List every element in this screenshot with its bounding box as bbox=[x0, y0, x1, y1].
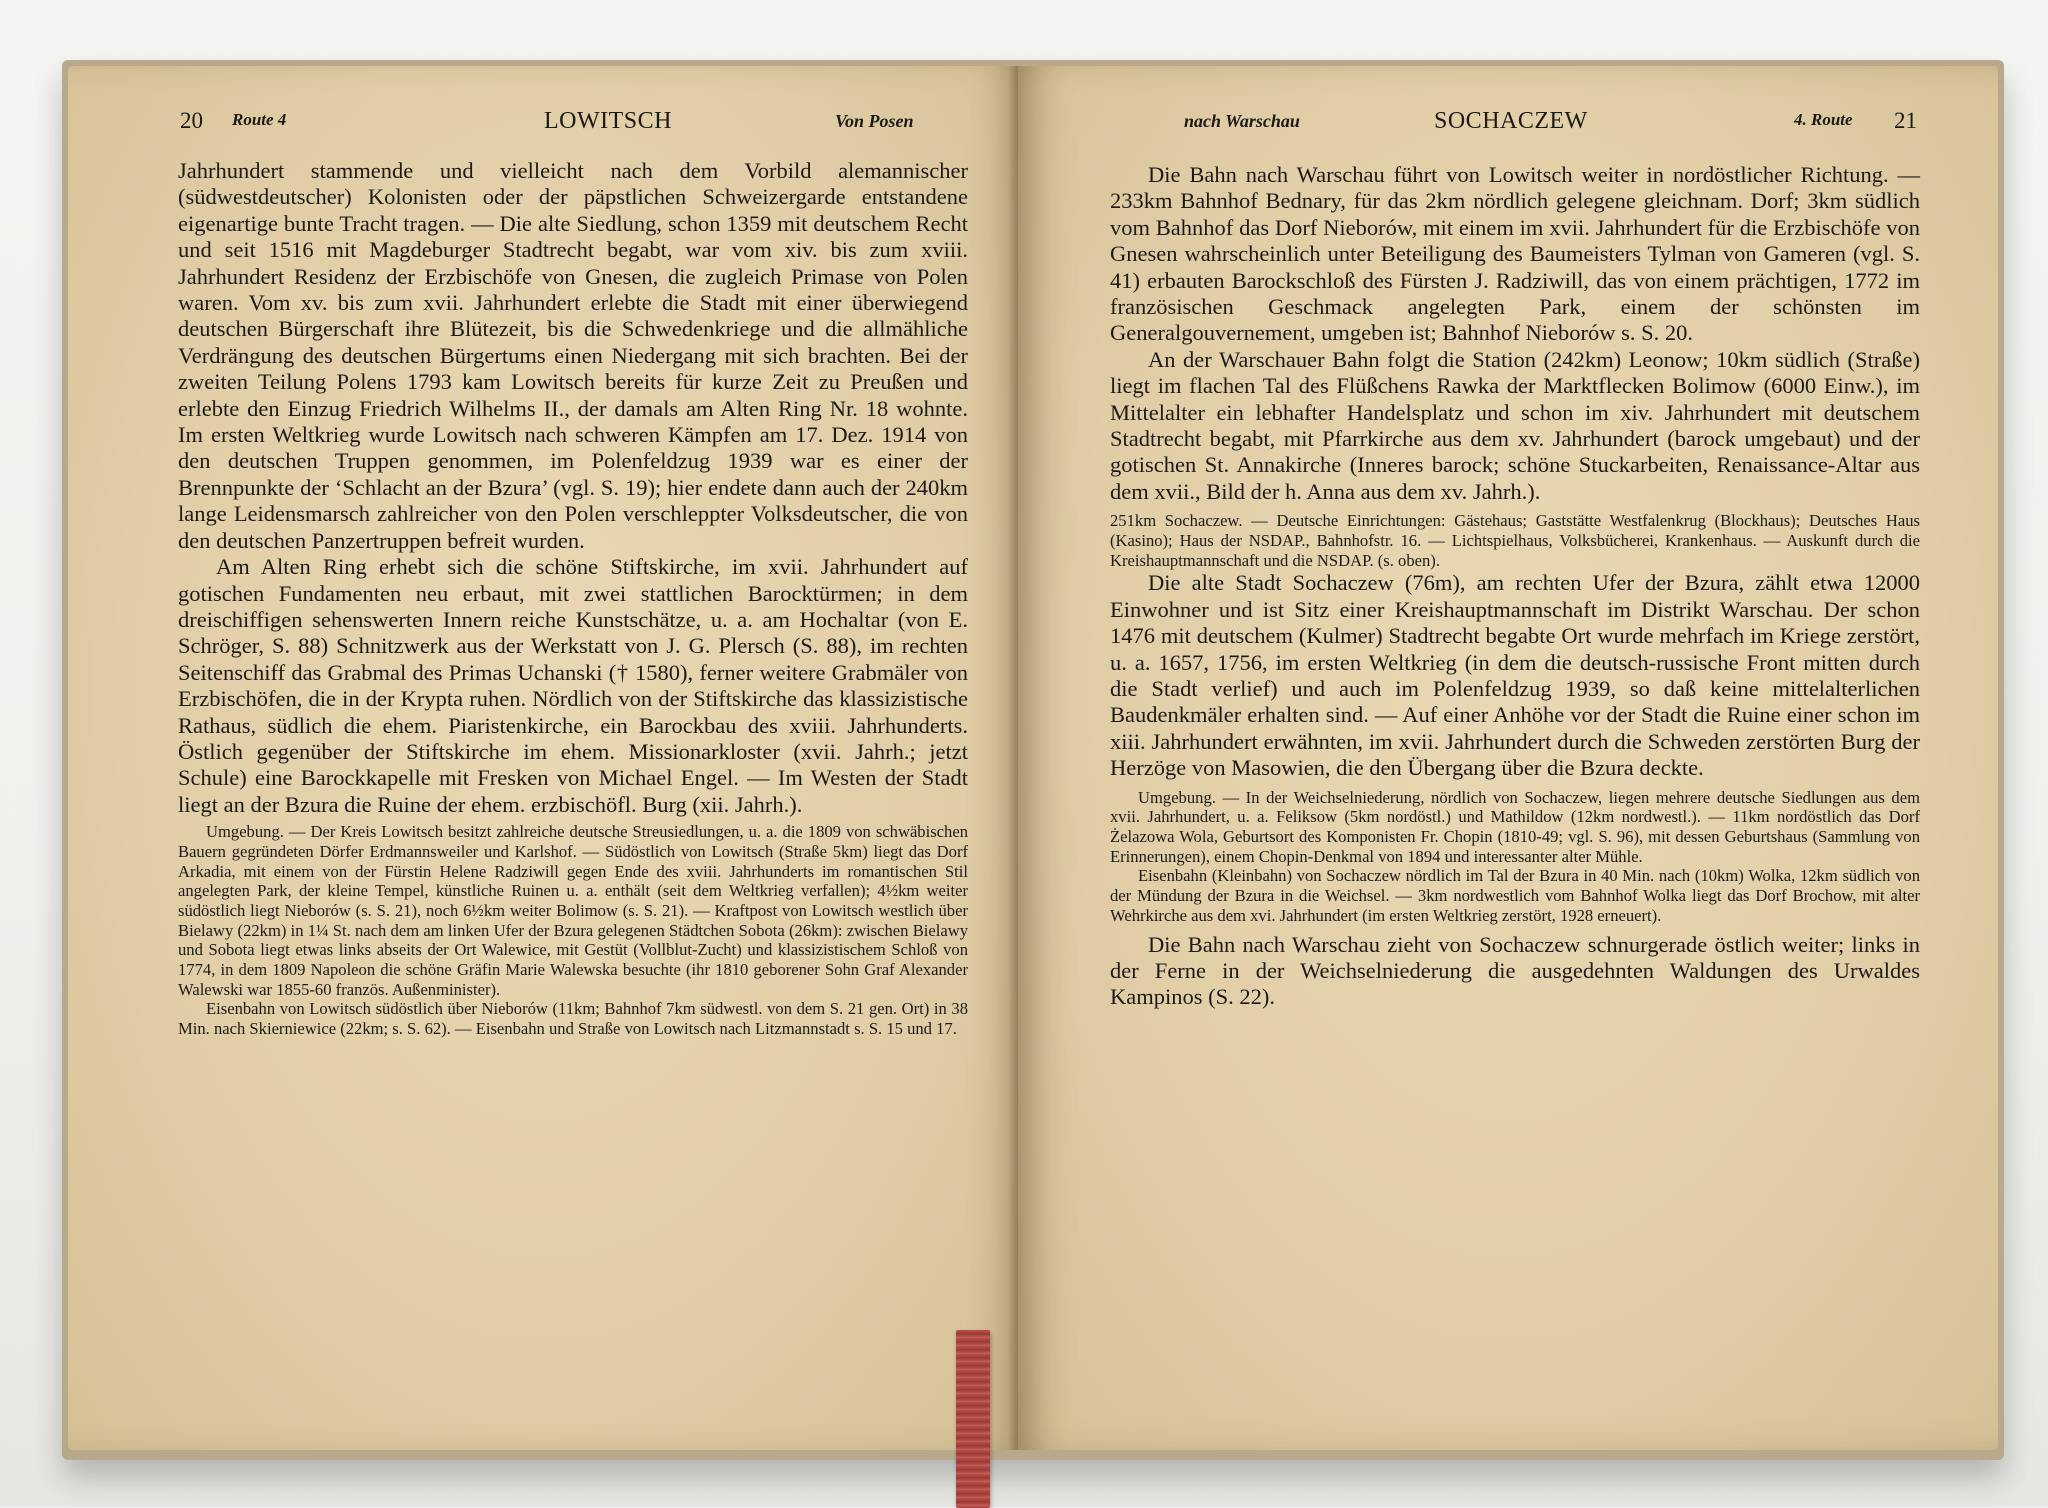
page-number: 20 bbox=[180, 108, 203, 133]
body-paragraph: Die alte Stadt Sochaczew (76m), am rechten Ufer der Bzura, zählt etwa 12000 Einwohner und ist Sitz einer Kreishauptmannschaft im Distrikt Warschau. Der schon 1476 mit deutschem (Kulmer) Stadtrecht begabte Ort wurde mehrfach im Kriege zerstört, u. a. 1657, 1756, im ersten Weltkrieg (in dem die deutsch-russische Front mitten durch die Stadt verlief) und auch im Polenfeldzug 1939, so daß keine mittelalterlichen Baudenkmäler erhalten sind. — Auf einer Anhöhe vor der Stadt die Ruine einer schon im xiii. Jahrhundert erwähnten, im xvii. Jahrhundert durch die Schweden zerstörten Burg der Herzöge von Masowien, die den Übergang über die Bzura deckte. bbox=[1110, 570, 1920, 781]
route-label: 4. Route bbox=[1794, 110, 1853, 129]
left-page bbox=[68, 66, 1018, 1450]
right-page-text bbox=[1110, 162, 1920, 1011]
small-print-paragraph: Umgebung. — In der Weichselniederung, nördlich von Sochaczew, liegen mehrere deutsche Siedlungen aus dem xvii. Jahrhundert, u. a. Feliksow (5km nordöstl.) und Mathildow (12km nordwestl.). — 11km nordöstlich das Dorf Żelazowa Wola, Geburtsort des Komponisten Fr. Chopin (1810-49; vgl. S. 96), mit dessen Geburtshaus (Sammlung von Erinnerungen), einem Chopin-Denkmal von 1894 und interessanter alter Mühle. bbox=[1110, 787, 1920, 866]
small-print-paragraph: Eisenbahn (Kleinbahn) von Sochaczew nördlich im Tal der Bzura in 40 Min. nach (10km) Wolka, 12km südlich von der Mündung der Bzura in die Weichsel. — 3km nordwestlich vom Bahnhof Wolka liegt das Dorf Brochow, mit alter Wehrkirche aus dem xvi. Jahrhundert (im ersten Weltkrieg zerstört, 1928 erneuert). bbox=[1110, 866, 1920, 925]
left-page-header bbox=[180, 108, 970, 148]
body-paragraph: An der Warschauer Bahn folgt die Station (242km) Leonow; 10km südlich (Straße) liegt im flachen Tal des Flüßchens Rawka der Marktflecken Bolimow (6000 Einw.), im Mittelalter ein lebhafter Handelsplatz und schon im xiv. Jahrhundert mit deutschem Stadtrecht begabt, mit Pfarrkirche aus dem xv. Jahrhundert (barock umgebaut) und der gotischen St. Annakirche (Inneres barock; schöne Stuckarbeiten, Renaissance-Altar aus dem xvii., Bild der h. Anna aus dem xv. Jahrh.). bbox=[1110, 346, 1920, 504]
direction-label: Von Posen bbox=[835, 111, 914, 131]
body-paragraph: Die Bahn nach Warschau zieht von Sochaczew schnurgerade östlich weiter; links in der Ferne in der Weichselniederung die ausgedehnten Waldungen des Urwaldes Kampinos (S. 22). bbox=[1110, 931, 1920, 1010]
body-paragraph: Die Bahn nach Warschau führt von Lowitsch weiter in nordöstlicher Richtung. — 233km Bahnhof Bednary, für das 2km nördlich gelegene gleichnam. Dorf; 3km südlich vom Bahnhof das Dorf Nieborów, mit einem im xvii. Jahrhundert für die Erzbischöfe von Gnesen wahrscheinlich unter Beteiligung des Baumeisters Tylman von Gameren (vgl. S. 41) erbauten Barockschloß des Fürsten J. Radziwill, das von einem prächtigen, 1772 im französischen Geschmack angelegten Park, einem der schönsten im Generalgouvernement, umgeben ist; Bahnhof Nieborów s. S. 20. bbox=[1110, 162, 1920, 346]
small-print-paragraph: Umgebung. — Der Kreis Lowitsch besitzt zahlreiche deutsche Streusiedlungen, u. a. die 1809 von schwäbischen Bauern gegründeten Dörfer Erdmannsweiler und Karlshof. — Südöstlich von Lowitsch (Straße 5km) liegt das Dorf Arkadia, mit einem von der Fürstin Helene Radziwill gegen Ende des xviii. Jahrhunderts im romantischen Stil angelegten Park, der kleine Tempel, künstliche Ruinen u. a. enthält (seit dem Weltkrieg verfallen); 4½km weiter südöstlich liegt Nieborów (s. S. 21), noch 6½km weiter Bolimow (s. S. 21). — Kraftpost von Lowitsch westlich über Bielawy (22km) in 1¼ St. nach dem am linken Ufer der Bzura gelegenen Städtchen Sobota (26km): zwischen Bielawy und Sobota liegt etwas links abseits der Ort Walewice, mit Gestüt (Vollblut-Zucht) und klassizistischem Schloß von 1774, in dem 1809 Napoleon die schöne Gräfin Marie Walewska besuchte (ihr 1810 geborener Sohn Graf Alexander Walewski war 1855-60 französ. Außenminister). bbox=[178, 822, 968, 999]
body-paragraph: Jahrhundert stammende und vielleicht nach dem Vorbild alemannischer (südwestdeutscher) Kolonisten oder der päpstlichen Schweizergarde entstandene eigenartige bunte Tracht tragen. — Die alte Siedlung, schon 1359 mit deutschem Recht und seit 1516 mit Magdeburger Stadtrecht begabt, war vom xiv. bis zum xviii. Jahrhundert Residenz der Erzbischöfe von Gnesen, die zugleich Primase von Polen waren. Vom xv. bis zum xvii. Jahrhundert erlebte die Stadt mit einer überwiegend deutschen Bürgerschaft ihre Blütezeit, bis die Schwedenkriege und die allmähliche Verdrängung des deutschen Bürgertums einen Niedergang mit sich brachten. Bei der zweiten Teilung Polens 1793 kam Lowitsch bereits für kurze Zeit zu Preußen und erlebte den Einzug Friedrich Wilhelms II., der damals am Alten Ring Nr. 18 wohnte. Im ersten Weltkrieg wurde Lowitsch nach schweren Kämpfen am 17. Dez. 1914 von den deutschen Truppen genommen, im Polenfeldzug 1939 war es einer der Brennpunkte der ‘Schlacht an der Bzura’ (vgl. S. 19); hier endete dann auch der 240km lange Leidensmarsch zahlreicher von den Polen verschleppter Volksdeutscher, die von den deutschen Panzertruppen befreit wurden. bbox=[178, 158, 968, 553]
body-paragraph: Am Alten Ring erhebt sich die schöne Stiftskirche, im xvii. Jahrhundert auf gotischen Fundamenten neu erbaut, mit zwei stattlichen Barocktürmen; in dem dreischiffigen sehenswerten Innern reiche Kunstschätze, u. a. am Hochaltar (von E. Schröger, S. 88) Schnitzwerk aus der Werkstatt von J. G. Plersch (S. 88), im rechten Seitenschiff das Grabmal des Primas Uchanski († 1580), ferner weitere Grabmäler von Erzbischöfen, die in der Krypta ruhen. Nördlich von der Stiftskirche das klassizistische Rathaus, südlich die ehem. Piaristenkirche, ein Barockbau des xviii. Jahrhunderts. Östlich gegenüber der Stiftskirche im ehem. Missionarkloster (xvii. Jahrh.; jetzt Schule) eine Barockkapelle mit Fresken von Michael Engel. — Im Westen der Stadt liegt an der Bzura die Ruine der ehem. erzbischöfl. Burg (xii. Jahrh.). bbox=[178, 554, 968, 817]
right-page bbox=[1018, 66, 1998, 1450]
running-title: SOCHACZEW bbox=[1434, 108, 1588, 134]
right-page-header bbox=[1114, 108, 1934, 148]
open-book bbox=[62, 60, 2004, 1460]
info-block: 251km Sochaczew. — Deutsche Einrichtungen: Gästehaus; Gaststätte Westfalenkrug (Blockhaus); Deutsches Haus (Kasino); Haus der NSDAP., Bahnhofstr. 16. — Lichtspielhaus, Volksbücherei, Krankenhaus. — Auskunft durch die Kreishauptmannschaft und die NSDAP. (s. oben). bbox=[1110, 511, 1920, 570]
small-print-paragraph: Eisenbahn von Lowitsch südöstlich über Nieborów (11km; Bahnhof 7km südwestl. von dem S. 21 gen. Ort) in 38 Min. nach Skierniewice (22km; s. S. 62). — Eisenbahn und Straße von Lowitsch nach Litzmannstadt s. S. 15 und 17. bbox=[178, 999, 968, 1039]
page-number: 21 bbox=[1894, 108, 1917, 133]
bookmark-ribbon[interactable] bbox=[956, 1330, 990, 1508]
route-label: Route 4 bbox=[232, 110, 287, 129]
running-title: LOWITSCH bbox=[544, 108, 672, 134]
direction-label: nach Warschau bbox=[1184, 111, 1300, 131]
left-page-text bbox=[178, 158, 968, 1039]
